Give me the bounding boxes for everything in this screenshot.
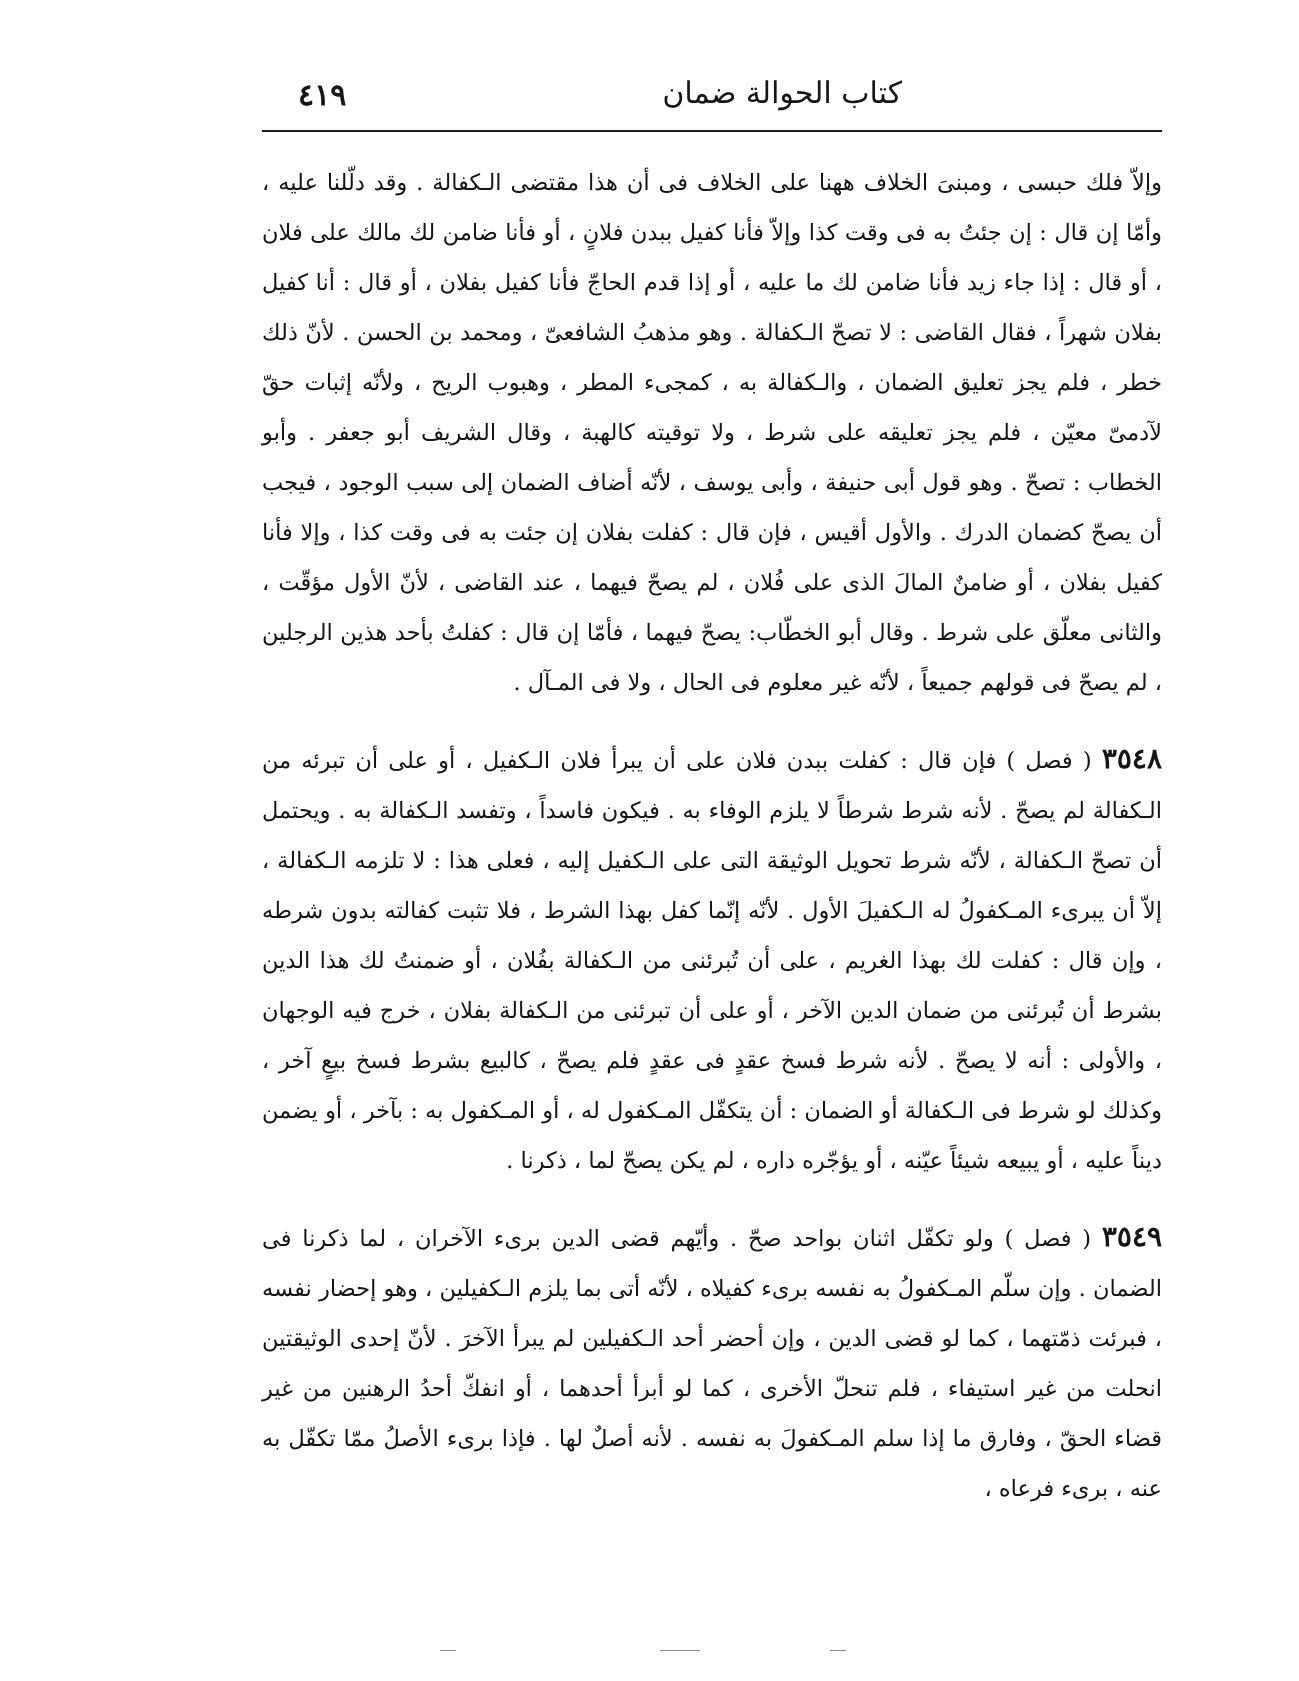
paragraph-text: ( فصل ) فإن قال : كفلت ببدن فلان على أن يبرأ فلان الـكفيل ، أو على أن تبرئه من الـكفالة لم يصحّ . لأنه شرط شرطاً لا يلزم الوفاء به . فيكون فاسداً ، وتفسد الـكفالة به . ويحتمل أن تصحّ الـكفالة ، لأنّه شرط تحويل الوثيقة التى على الـكفيل إليه ، فعلى هذا : لا تلزمه الـكفالة ، إلاّ أن يبرىء المـكفولُ له الـكفيلَ الأول . لأنّه إنّما كفل بهذا الشرط ، فلا تثبت كفالته بدون شرطه ، وإن قال : كفلت لك بهذا الغريم ، على أن تُبرئنى من الـكفالة بفُلان ، أو ضمنتُ لك هذا الدين بشرط أن تُبرئنى من ضمان الدين الآخر ، أو على أن تبرئنى من الـكفالة بفلان ، خرج فيه الوجهان ، والأولى : أنه لا يصحّ . لأنه شرط فسخ عقدٍ فى عقدٍ فلم يصحّ ، كالبيع بشرط فسخ بيعٍ آخر ، وكذلك لو شرط فى الـكفالة أو الضمان : أن يتكفّل المـكفول له ، أو المـكفول به : بآخر ، أو يضمن ديناً عليه ، أو يبيعه شيئاً عيّنه ، أو يؤجّره داره ، لم يكن يصحّ لما ، ذكرنا . [262,748,1162,1174]
paragraph-continuation [262,158,1162,708]
paragraph-text: ( فصل ) ولو تكفّل اثنان بواحد صحّ . وأيّهم قضى الدين برىء الآخران ، لما ذكرنا فى الضمان . وإن سلّم المـكفولُ به نفسه برىء كفيلاه ، لأنّه أتى بما يلزم الـكفيلين ، وهو إحضار نفسه ، فبرئت ذمّتهما ، كما لو قضى الدين ، وإن أحضر أحد الـكفيلين لم يبرأ الآخرَ . لأنّ إحدى الوثيقتين انحلت من غير استيفاء ، فلم تنحلّ الأخرى ، كما لو أبرأ أحدهما ، أو انفكّ أحدُ الرهنين من غير قضاء الحقّ ، وفارق ما إذا سلم المـكفولَ به نفسه . لأنه أصلٌ لها . فإذا برىء الأصلُ ممّا تكفّل به عنه ، برىء فرعاه ، [262,1226,1162,1502]
page-number: ٤١٩ [298,78,347,113]
section-number: ٣٥٤٨ [1101,742,1162,775]
main-text [262,158,1162,1514]
paragraph-text: وإلاّ فلك حبسى ، ومبنىَ الخلاف ههنا على الخلاف فى أن هذا مقتضى الـكفالة . وقد دلّلنا عليه ، وأمّا إن قال : إن جئتُ به فى وقت كذا وإلاّ فأنا كفيل ببدن فلانٍ ، أو فأنا ضامن لك مالك على فلان ، أو قال : إذا جاء زيد فأنا ضامن لك ما عليه ، أو إذا قدم الحاجّ فأنا كفيل بفلان ، أو قال : أنا كفيل بفلان شهراً ، فقال القاضى : لا تصحّ الـكفالة . وهو مذهبُ الشافعىّ ، ومحمد بن الحسن . لأنّ ذلك خطر ، فلم يجز تعليق الضمان ، والـكفالة به ، كمجىء المطر ، وهبوب الريح ، ولأنّه إثبات حقّ لآدمىّ معيّن ، فلم يجز تعليقه على شرط ، ولا توقيته كالهبة ، وقال الشريف أبو جعفر . وأبو الخطاب : تصحّ . وهو قول أبى حنيفة ، وأبى يوسف ، لأنّه أضاف الضمان إلى سبب الوجود ، فيجب أن يصحّ كضمان الدرك . والأول أقيس ، فإن قال : كفلت بفلان إن جئت به فى وقت كذا ، وإلا فأنا كفيل بفلان ، أو ضامنٌ المالَ الذى على فُلان ، لم يصحّ فيهما ، عند القاضى ، لأنّ الأول مؤقّت ، والثانى معلّق على شرط . وقال أبو الخطّاب: يصحّ فيهما ، فأمّا إن قال : كفلتُ بأحد هذين الرجلين ، لم يصحّ فى قولهم جميعاً ، لأنّه غير معلوم فى الحال ، ولا فى المـآل . [262,170,1162,696]
paragraph-section-3548 [262,734,1162,1186]
scan-artifact-marks [440,1650,880,1654]
scan-mark [660,1650,700,1651]
scan-mark [830,1650,846,1651]
page-header [262,74,1162,134]
section-number: ٣٥٤٩ [1101,1220,1163,1253]
paragraph-section-3549 [262,1212,1162,1514]
running-title: كتاب الحوالة ضمان [662,76,902,111]
scan-mark [440,1650,456,1651]
header-rule [262,130,1162,132]
